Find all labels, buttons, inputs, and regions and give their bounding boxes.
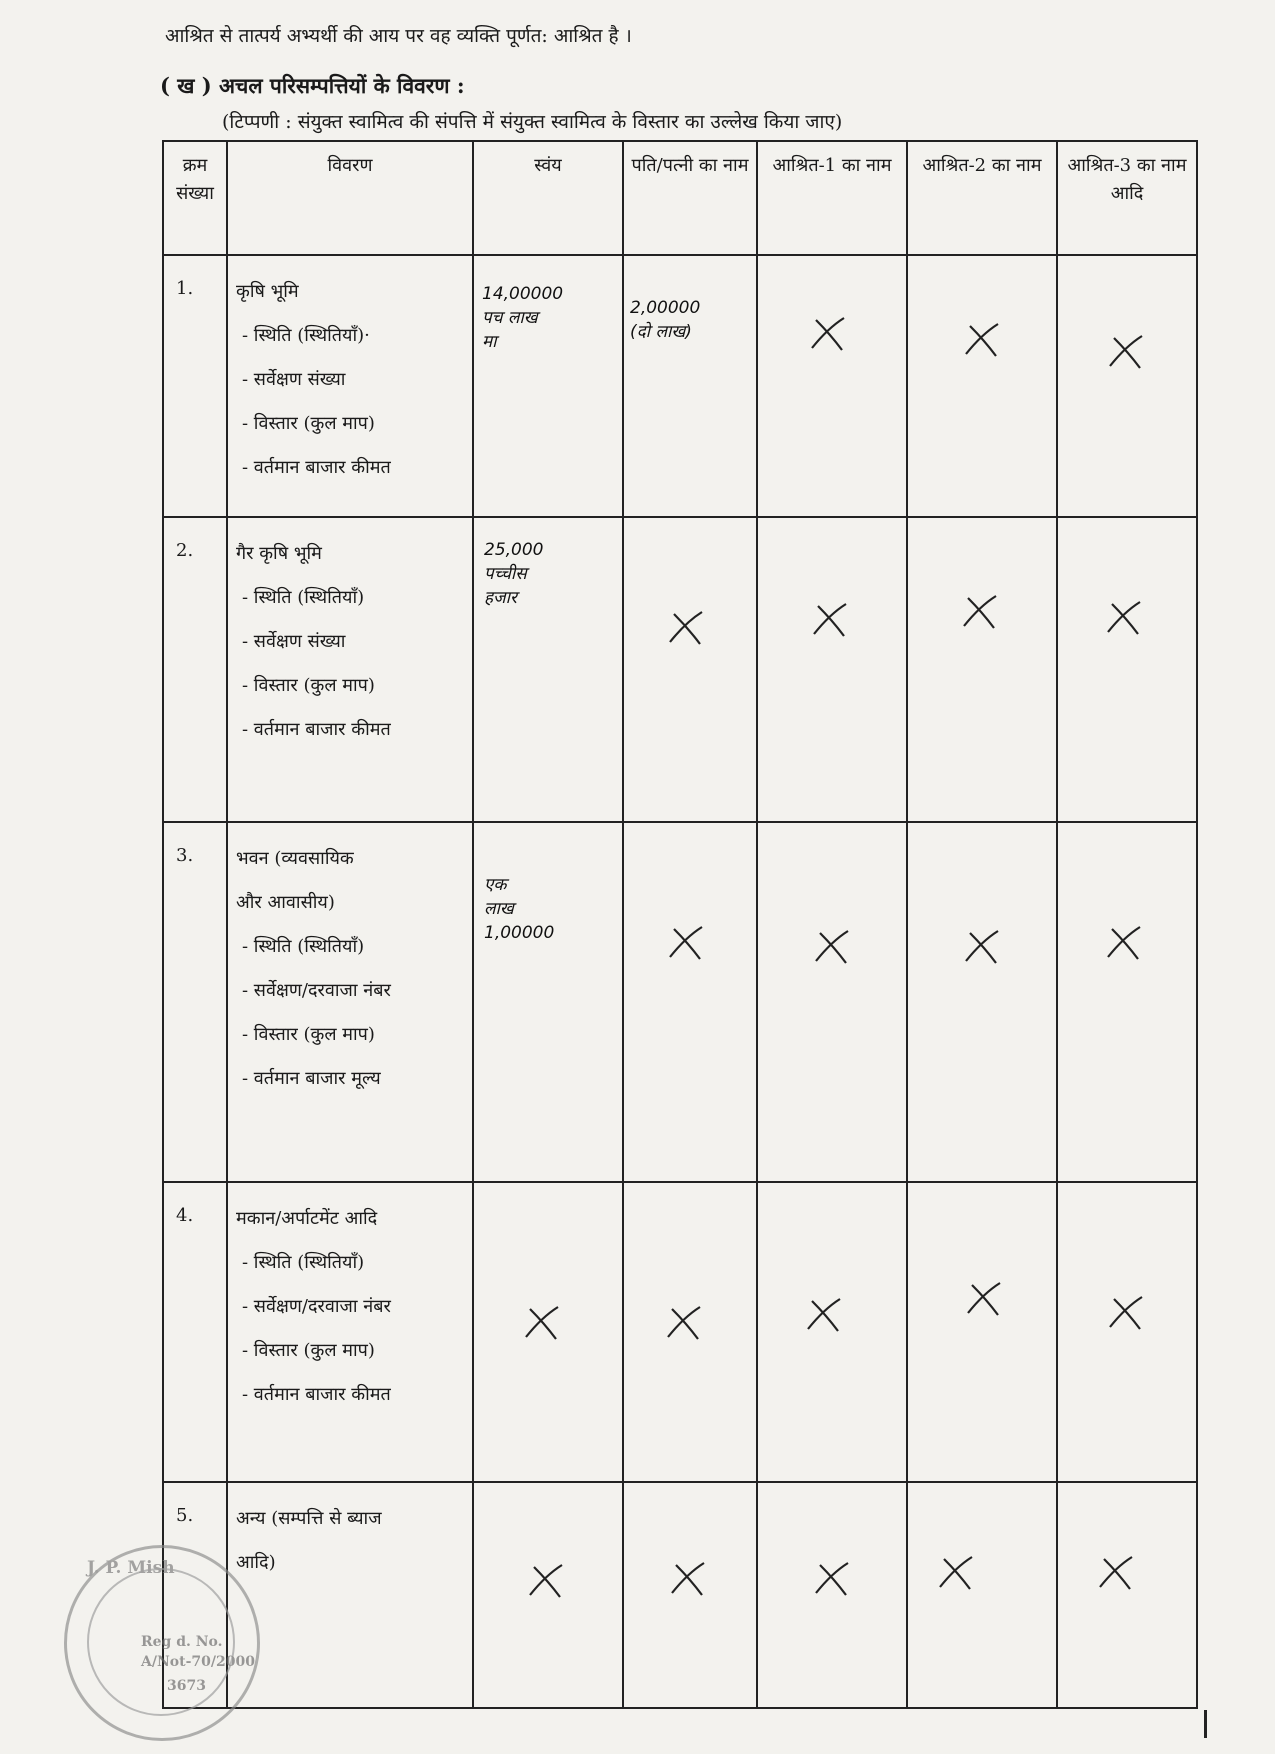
spouse-cell xyxy=(623,822,757,1182)
cross-mark-icon xyxy=(1094,1553,1138,1593)
handwritten-self-value: 25,000 पच्चीस हजार xyxy=(484,540,544,608)
spouse-cell xyxy=(623,517,757,822)
dependent-3-cell xyxy=(1057,1482,1197,1708)
table-header-row xyxy=(163,141,1197,255)
column-header-serial: क्रम संख्या xyxy=(163,141,227,255)
row-serial: 3. xyxy=(163,822,227,1182)
handwritten-self-value: 14,00000 पच लाख मा xyxy=(482,284,564,352)
section-note: (टिप्पणी : संयुक्त स्वामित्व की संपत्ति में संयुक्त स्वामित्व के विस्तार का उल्लेख किया जाए) xyxy=(222,111,843,133)
immovable-assets-table xyxy=(162,140,1198,1709)
dependent-1-cell xyxy=(757,822,907,1182)
row-description xyxy=(227,1182,473,1482)
row-title-continued: और आवासीय) xyxy=(236,892,335,913)
dependent-definition-text: आश्रित से तात्पर्य अभ्यर्थी की आय पर वह व्यक्ति पूर्णत: आश्रित है । xyxy=(165,25,632,47)
row-item: - विस्तार (कुल माप) xyxy=(242,413,375,434)
table-row xyxy=(163,822,1197,1182)
cross-mark-icon xyxy=(664,923,708,963)
table-row xyxy=(163,517,1197,822)
dependent-2-cell xyxy=(907,1482,1057,1708)
notary-stamp-reg-label: Reg d. No. xyxy=(141,1634,223,1650)
dependent-3-cell xyxy=(1057,517,1197,822)
self-cell xyxy=(473,517,623,822)
row-item: - स्थिति (स्थितियाँ) xyxy=(242,1252,365,1273)
handwritten-self-value: एक लाख 1,00000 xyxy=(484,875,555,943)
row-item: - विस्तार (कुल माप) xyxy=(242,1024,375,1045)
cross-mark-icon xyxy=(962,1279,1006,1319)
cross-mark-icon xyxy=(934,1553,978,1593)
row-title: कृषि भूमि xyxy=(236,281,299,302)
cross-mark-icon xyxy=(1102,923,1146,963)
dependent-1-cell xyxy=(757,517,907,822)
row-description xyxy=(227,822,473,1182)
dependent-2-cell xyxy=(907,822,1057,1182)
dependent-2-cell xyxy=(907,1182,1057,1482)
cross-mark-icon xyxy=(960,320,1004,360)
column-header-dependent-3: आश्रित-3 का नाम आदि xyxy=(1057,141,1197,255)
row-description xyxy=(227,1482,473,1708)
dependent-1-cell xyxy=(757,1482,907,1708)
row-serial: 4. xyxy=(163,1182,227,1482)
cross-mark-icon xyxy=(810,1559,854,1599)
self-cell xyxy=(473,1482,623,1708)
self-cell xyxy=(473,255,623,517)
row-item: - स्थिति (स्थितियाँ) xyxy=(242,587,365,608)
cross-mark-icon xyxy=(806,314,850,354)
column-header-description: विवरण xyxy=(227,141,473,255)
row-description xyxy=(227,255,473,517)
column-header-dependent-2: आश्रित-2 का नाम xyxy=(907,141,1057,255)
row-item: - वर्तमान बाजार कीमत xyxy=(242,457,391,478)
row-serial: 2. xyxy=(163,517,227,822)
cross-mark-icon xyxy=(960,927,1004,967)
spouse-cell xyxy=(623,1182,757,1482)
table-row xyxy=(163,255,1197,517)
table-row xyxy=(163,1182,1197,1482)
cross-mark-icon xyxy=(810,927,854,967)
row-serial: 1. xyxy=(163,255,227,517)
row-title: गैर कृषि भूमि xyxy=(236,543,322,564)
notary-stamp-id: 3673 xyxy=(167,1678,206,1694)
dependent-3-cell xyxy=(1057,1182,1197,1482)
dependent-2-cell xyxy=(907,517,1057,822)
row-title-continued: आदि) xyxy=(236,1552,276,1573)
cross-mark-icon xyxy=(520,1303,564,1343)
column-header-spouse: पति/पत्नी का नाम xyxy=(623,141,757,255)
dependent-3-cell xyxy=(1057,255,1197,517)
row-serial: 5. xyxy=(163,1482,227,1708)
margin-mark xyxy=(1204,1710,1207,1738)
spouse-cell xyxy=(623,1482,757,1708)
column-header-self: स्वंय xyxy=(473,141,623,255)
cross-mark-icon xyxy=(1104,332,1148,372)
self-cell xyxy=(473,1182,623,1482)
row-description xyxy=(227,517,473,822)
cross-mark-icon xyxy=(666,1559,710,1599)
cross-mark-icon xyxy=(524,1561,568,1601)
row-item: - सर्वेक्षण संख्या xyxy=(242,369,346,390)
row-item: - वर्तमान बाजार मूल्य xyxy=(242,1068,381,1089)
row-title: भवन (व्यवसायिक xyxy=(236,848,354,869)
cross-mark-icon xyxy=(662,1303,706,1343)
spouse-cell xyxy=(623,255,757,517)
dependent-2-cell xyxy=(907,255,1057,517)
notary-stamp xyxy=(64,1545,260,1741)
row-item: - वर्तमान बाजार कीमत xyxy=(242,719,391,740)
section-title: ( ख ) अचल परिसम्पत्तियों के विवरण : xyxy=(160,73,465,98)
handwritten-spouse-value: 2,00000 (दो लाख) xyxy=(630,298,701,342)
row-item: - विस्तार (कुल माप) xyxy=(242,1340,375,1361)
column-header-dependent-1: आश्रित-1 का नाम xyxy=(757,141,907,255)
cross-mark-icon xyxy=(664,608,708,648)
row-item: - सर्वेक्षण संख्या xyxy=(242,631,346,652)
table-row xyxy=(163,1482,1197,1708)
dependent-3-cell xyxy=(1057,822,1197,1182)
row-item: - विस्तार (कुल माप) xyxy=(242,675,375,696)
cross-mark-icon xyxy=(802,1295,846,1335)
row-title: मकान/अर्पाटमेंट आदि xyxy=(236,1208,378,1229)
row-title: अन्य (सम्पत्ति से ब्याज xyxy=(236,1508,382,1529)
cross-mark-icon xyxy=(1102,598,1146,638)
row-item: - स्थिति (स्थितियाँ) xyxy=(242,936,365,957)
row-item: - सर्वेक्षण/दरवाजा नंबर xyxy=(242,980,391,1001)
notary-stamp-reg-number: A/Not-70/2000 xyxy=(141,1654,255,1670)
dependent-1-cell xyxy=(757,1182,907,1482)
row-item: - स्थिति (स्थितियाँ)· xyxy=(242,325,370,346)
notary-stamp-name: J. P. Mish xyxy=(87,1558,175,1578)
row-item: - सर्वेक्षण/दरवाजा नंबर xyxy=(242,1296,391,1317)
row-item: - वर्तमान बाजार कीमत xyxy=(242,1384,391,1405)
dependent-1-cell xyxy=(757,255,907,517)
cross-mark-icon xyxy=(958,592,1002,632)
self-cell xyxy=(473,822,623,1182)
cross-mark-icon xyxy=(1104,1293,1148,1333)
cross-mark-icon xyxy=(808,600,852,640)
